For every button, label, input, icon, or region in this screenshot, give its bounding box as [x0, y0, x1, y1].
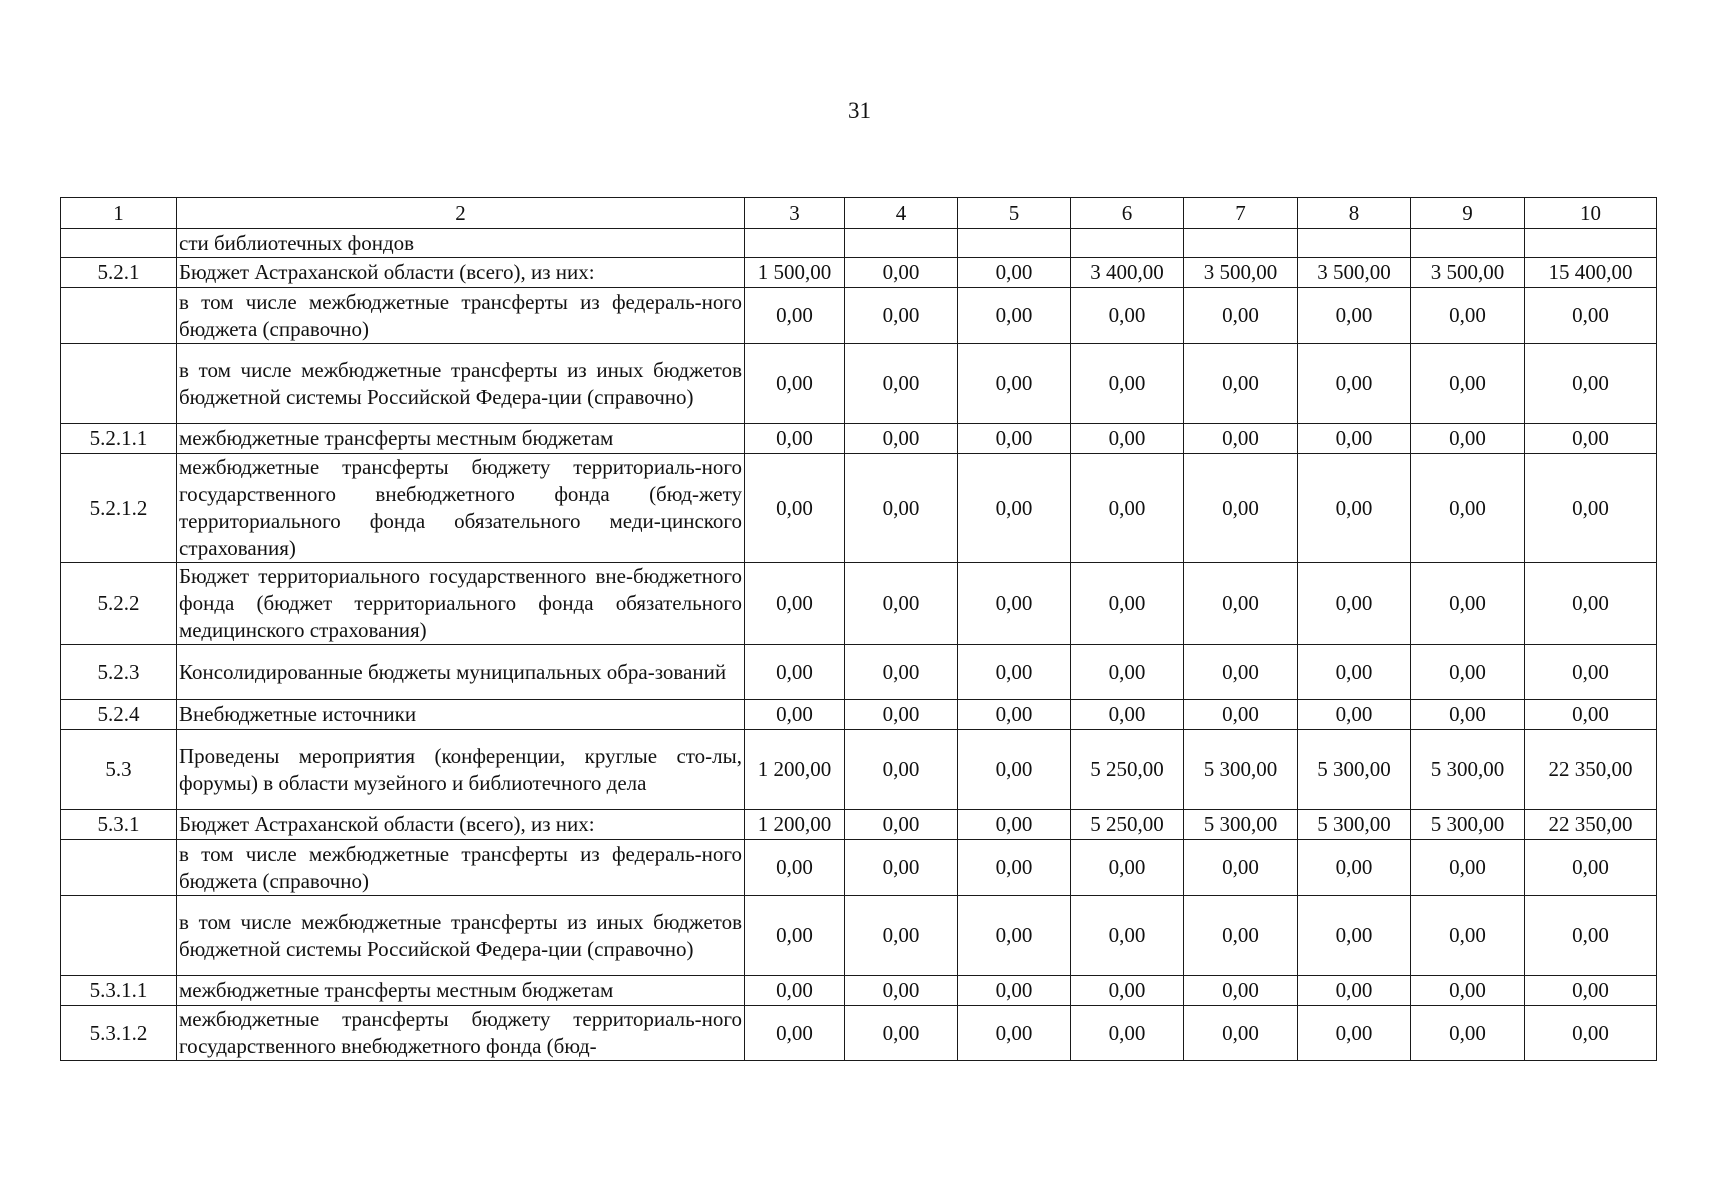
row-value: 0,00: [845, 896, 958, 976]
row-value: 5 300,00: [1184, 810, 1298, 840]
row-value: 0,00: [1071, 976, 1184, 1006]
row-value: 0,00: [1298, 700, 1411, 730]
table-row: [61, 229, 1657, 258]
header-cell: 4: [845, 198, 958, 229]
row-description: Внебюджетные источники: [177, 700, 745, 730]
row-value: 0,00: [1071, 424, 1184, 454]
row-value: 0,00: [1525, 563, 1657, 645]
table-row: [61, 288, 1657, 344]
row-value: 0,00: [845, 1006, 958, 1061]
row-value: 0,00: [845, 288, 958, 344]
row-value: 0,00: [1298, 976, 1411, 1006]
row-value: 0,00: [958, 563, 1071, 645]
row-value: 0,00: [1411, 344, 1525, 424]
row-value: 0,00: [745, 1006, 845, 1061]
row-value: 0,00: [958, 700, 1071, 730]
table-row: [61, 810, 1657, 840]
row-value: 0,00: [958, 344, 1071, 424]
row-value: 0,00: [1071, 288, 1184, 344]
row-description: в том числе межбюджетные трансферты из иных бюджетов бюджетной системы Российской Федера-ции (справочно): [177, 344, 745, 424]
row-value: 0,00: [1071, 645, 1184, 700]
row-value: 0,00: [845, 563, 958, 645]
row-code: 5.3: [61, 730, 177, 810]
row-value: 3 500,00: [1411, 258, 1525, 288]
row-value: 0,00: [1184, 1006, 1298, 1061]
row-code: 5.2.3: [61, 645, 177, 700]
row-value: 0,00: [1184, 700, 1298, 730]
row-code: [61, 344, 177, 424]
row-code: 5.2.2: [61, 563, 177, 645]
row-value: 0,00: [845, 810, 958, 840]
row-code: 5.3.1.2: [61, 1006, 177, 1061]
row-value: 1 200,00: [745, 810, 845, 840]
row-code: 5.2.1.1: [61, 424, 177, 454]
row-value: 0,00: [958, 840, 1071, 896]
row-value: 5 300,00: [1411, 730, 1525, 810]
row-value: 0,00: [1298, 896, 1411, 976]
row-value: [845, 229, 958, 258]
row-value: 0,00: [745, 645, 845, 700]
row-value: 0,00: [845, 454, 958, 563]
row-value: 5 300,00: [1184, 730, 1298, 810]
row-value: 0,00: [1411, 896, 1525, 976]
row-value: 0,00: [1184, 645, 1298, 700]
header-cell: 7: [1184, 198, 1298, 229]
row-value: 0,00: [745, 840, 845, 896]
row-value: 0,00: [1411, 454, 1525, 563]
row-value: 0,00: [958, 424, 1071, 454]
row-value: 0,00: [1525, 976, 1657, 1006]
row-value: 0,00: [1525, 645, 1657, 700]
row-value: 0,00: [958, 730, 1071, 810]
row-description: межбюджетные трансферты бюджету территориаль-ного государственного внебюджетного фонда (бюд-: [177, 1006, 745, 1061]
row-code: [61, 896, 177, 976]
row-value: 5 300,00: [1298, 730, 1411, 810]
table-row: [61, 1006, 1657, 1061]
header-cell: 9: [1411, 198, 1525, 229]
row-value: 0,00: [845, 424, 958, 454]
row-value: 0,00: [845, 258, 958, 288]
table-row: [61, 258, 1657, 288]
row-value: 0,00: [1411, 288, 1525, 344]
table-row: [61, 976, 1657, 1006]
row-value: 0,00: [958, 258, 1071, 288]
row-description: Проведены мероприятия (конференции, круглые сто-лы, форумы) в области музейного и библиотечного дела: [177, 730, 745, 810]
row-value: 0,00: [958, 645, 1071, 700]
row-value: 0,00: [1184, 424, 1298, 454]
row-value: 22 350,00: [1525, 730, 1657, 810]
row-value: 0,00: [845, 840, 958, 896]
row-value: [958, 229, 1071, 258]
row-value: [1411, 229, 1525, 258]
header-cell: 2: [177, 198, 745, 229]
row-value: 0,00: [1071, 563, 1184, 645]
table-body: [61, 198, 1657, 1061]
table-row: [61, 563, 1657, 645]
row-value: 0,00: [958, 896, 1071, 976]
row-value: 0,00: [745, 288, 845, 344]
row-code: [61, 840, 177, 896]
row-description: в том числе межбюджетные трансферты из федераль-ного бюджета (справочно): [177, 840, 745, 896]
row-description: Бюджет территориального государственного вне-бюджетного фонда (бюджет территориального фонда обязательного медицинского страхования): [177, 563, 745, 645]
row-value: 0,00: [1298, 840, 1411, 896]
row-value: 0,00: [1411, 976, 1525, 1006]
row-value: 0,00: [1411, 700, 1525, 730]
row-value: 0,00: [1298, 563, 1411, 645]
page-number: 31: [848, 98, 871, 123]
row-value: 0,00: [1525, 840, 1657, 896]
row-value: 0,00: [1071, 1006, 1184, 1061]
row-value: 0,00: [1071, 454, 1184, 563]
budget-table: [60, 197, 1657, 1061]
header-cell: 3: [745, 198, 845, 229]
row-value: 0,00: [745, 700, 845, 730]
table-row: [61, 454, 1657, 563]
row-value: 15 400,00: [1525, 258, 1657, 288]
row-value: 1 500,00: [745, 258, 845, 288]
row-description: Консолидированные бюджеты муниципальных обра-зований: [177, 645, 745, 700]
row-value: 0,00: [845, 344, 958, 424]
row-value: 0,00: [1411, 645, 1525, 700]
table-row: [61, 730, 1657, 810]
row-value: 0,00: [1525, 288, 1657, 344]
row-description: в том числе межбюджетные трансферты из иных бюджетов бюджетной системы Российской Федера-ции (справочно): [177, 896, 745, 976]
row-code: [61, 288, 177, 344]
row-code: 5.3.1.1: [61, 976, 177, 1006]
table-row: [61, 700, 1657, 730]
row-value: 0,00: [745, 344, 845, 424]
table-row: [61, 896, 1657, 976]
row-value: 5 300,00: [1411, 810, 1525, 840]
row-value: 0,00: [1184, 344, 1298, 424]
header-cell: 6: [1071, 198, 1184, 229]
row-value: 0,00: [1525, 896, 1657, 976]
row-value: 0,00: [1184, 288, 1298, 344]
row-value: [1071, 229, 1184, 258]
row-description: межбюджетные трансферты местным бюджетам: [177, 424, 745, 454]
row-value: 0,00: [1184, 976, 1298, 1006]
row-value: 0,00: [1411, 424, 1525, 454]
row-value: 0,00: [1525, 1006, 1657, 1061]
row-value: 0,00: [745, 424, 845, 454]
row-value: 0,00: [745, 563, 845, 645]
row-value: 0,00: [1071, 344, 1184, 424]
row-value: 0,00: [1184, 454, 1298, 563]
row-description: Бюджет Астраханской области (всего), из них:: [177, 810, 745, 840]
table-row: [61, 424, 1657, 454]
row-value: 0,00: [1071, 896, 1184, 976]
row-value: 0,00: [1298, 1006, 1411, 1061]
row-value: 1 200,00: [745, 730, 845, 810]
table-row: [61, 645, 1657, 700]
row-value: 0,00: [845, 700, 958, 730]
row-code: [61, 229, 177, 258]
row-value: 3 500,00: [1184, 258, 1298, 288]
table-row: [61, 840, 1657, 896]
row-value: 0,00: [1298, 344, 1411, 424]
row-value: 0,00: [958, 1006, 1071, 1061]
row-value: 0,00: [1184, 896, 1298, 976]
header-cell: 1: [61, 198, 177, 229]
row-value: 0,00: [958, 454, 1071, 563]
row-value: 0,00: [1298, 645, 1411, 700]
row-description: в том числе межбюджетные трансферты из федераль-ного бюджета (справочно): [177, 288, 745, 344]
row-value: 0,00: [745, 454, 845, 563]
row-value: 5 300,00: [1298, 810, 1411, 840]
row-value: 0,00: [1071, 700, 1184, 730]
row-value: 0,00: [958, 288, 1071, 344]
row-value: 0,00: [1525, 424, 1657, 454]
row-value: 3 500,00: [1298, 258, 1411, 288]
row-value: 0,00: [1184, 840, 1298, 896]
row-value: 0,00: [1298, 424, 1411, 454]
header-cell: 8: [1298, 198, 1411, 229]
row-value: 22 350,00: [1525, 810, 1657, 840]
row-value: 0,00: [1411, 563, 1525, 645]
header-cell: 10: [1525, 198, 1657, 229]
row-code: 5.3.1: [61, 810, 177, 840]
row-description: межбюджетные трансферты бюджету территориаль-ного государственного внебюджетного фонда (бюд-жету территориального фонда обязательного меди-цинского страхования): [177, 454, 745, 563]
table-row: [61, 344, 1657, 424]
row-description: межбюджетные трансферты местным бюджетам: [177, 976, 745, 1006]
row-value: 5 250,00: [1071, 730, 1184, 810]
row-value: 0,00: [1298, 454, 1411, 563]
row-value: 5 250,00: [1071, 810, 1184, 840]
row-value: 0,00: [1525, 454, 1657, 563]
row-code: 5.2.1: [61, 258, 177, 288]
row-value: 0,00: [1411, 1006, 1525, 1061]
row-value: 0,00: [845, 976, 958, 1006]
row-value: 0,00: [1298, 288, 1411, 344]
header-row: [61, 198, 1657, 229]
row-value: [1298, 229, 1411, 258]
row-code: 5.2.4: [61, 700, 177, 730]
header-cell: 5: [958, 198, 1071, 229]
row-value: 0,00: [1525, 344, 1657, 424]
row-value: [745, 229, 845, 258]
row-value: 0,00: [745, 896, 845, 976]
row-value: 0,00: [745, 976, 845, 1006]
row-value: [1525, 229, 1657, 258]
row-value: 0,00: [1184, 563, 1298, 645]
row-value: 0,00: [1411, 840, 1525, 896]
row-description: Бюджет Астраханской области (всего), из них:: [177, 258, 745, 288]
row-value: 0,00: [958, 810, 1071, 840]
row-value: 3 400,00: [1071, 258, 1184, 288]
row-code: 5.2.1.2: [61, 454, 177, 563]
row-value: [1184, 229, 1298, 258]
row-value: 0,00: [845, 730, 958, 810]
row-value: 0,00: [1525, 700, 1657, 730]
row-value: 0,00: [1071, 840, 1184, 896]
row-value: 0,00: [958, 976, 1071, 1006]
row-value: 0,00: [845, 645, 958, 700]
row-description: сти библиотечных фондов: [177, 229, 745, 258]
